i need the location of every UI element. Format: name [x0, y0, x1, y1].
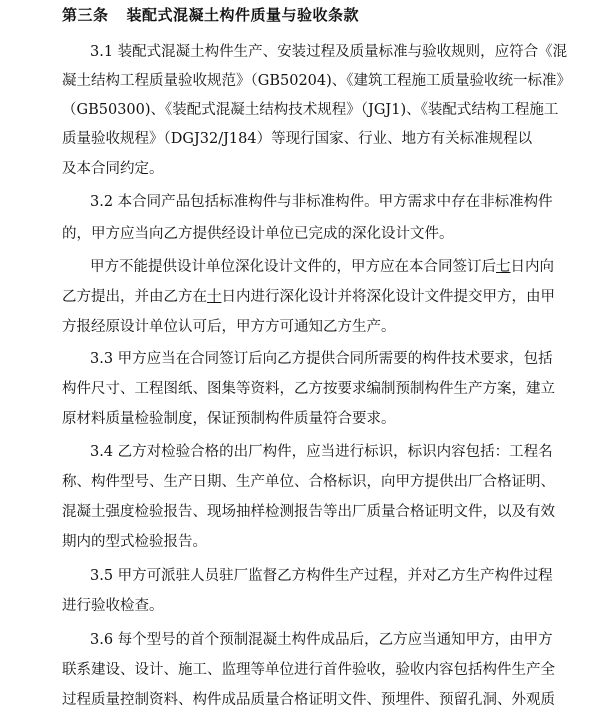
- paragraph-line: 称、构件型号、生产日期、生产单位、合格标识，向甲方提供出厂合格证明、: [62, 474, 555, 490]
- underlined-days: 十: [207, 289, 222, 305]
- paragraph-line: 凝土结构工程质量验收规范》（GB50204)、《建筑工程施工质量验收统一标准》: [62, 73, 572, 89]
- paragraph-line: 方报经原设计单位认可后，甲方方可通知乙方生产。: [62, 319, 396, 335]
- paragraph-line: 构件尺寸、工程图纸、图集等资料，乙方按要求编制预制构件生产方案，建立: [62, 381, 555, 397]
- paragraph-line: 联系建设、设计、施工、监理等单位进行首件验收，验收内容包括构件生产全: [62, 662, 555, 678]
- text-span: 日内向: [510, 259, 554, 275]
- paragraph-line: 3.2 本合同产品包括标准构件与非标准构件。甲方需求中存在非标准构件: [90, 194, 553, 210]
- paragraph-line: 3.6 每个型号的首个预制混凝土构件成品后，乙方应当通知甲方，由甲方: [90, 632, 553, 648]
- text-span: 日内进行深化设计并将深化设计文件提交甲方，由甲: [221, 289, 555, 305]
- paragraph-line: 3.1 装配式混凝土构件生产、安装过程及质量标准与验收规则，应符合《混: [90, 44, 568, 60]
- paragraph-line: [62, 287, 555, 307]
- paragraph-line: [90, 257, 554, 277]
- paragraph-line: 质量验收规程》（DGJ32/J184）等现行国家、行业、地方有关标准规程以: [62, 131, 533, 147]
- text-span: 甲方不能提供设计单位深化设计文件的，甲方应在本合同签订后: [90, 259, 496, 275]
- paragraph-line: （GB50300)、《装配式混凝土结构技术规程》（JGJ1)、《装配式结构工程施工: [62, 102, 559, 118]
- paragraph-line: 过程质量控制资料、构件成品质量合格证明文件、预埋件、预留孔洞、外观质: [62, 692, 555, 708]
- underlined-days: 七: [496, 259, 511, 275]
- paragraph-line: 3.3 甲方应当在合同签订后向乙方提供合同所需要的构件技术要求，包括: [90, 351, 553, 367]
- paragraph-line: 及本合同约定。: [62, 161, 164, 177]
- paragraph-line: 原材料质量检验制度，保证预制构件质量符合要求。: [62, 411, 396, 427]
- article-number: 第三条: [62, 6, 109, 24]
- text-span: 乙方提出，并由乙方在: [62, 289, 207, 305]
- paragraph-line: 的，甲方应当向乙方提供经设计单位已完成的深化设计文件。: [62, 226, 454, 242]
- article-title: 装配式混凝土构件质量与验收条款: [126, 6, 360, 24]
- paragraph-line: 期内的型式检验报告。: [62, 534, 207, 550]
- paragraph-line: 进行验收检查。: [62, 598, 164, 614]
- paragraph-line: 3.5 甲方可派驻人员驻厂监督乙方构件生产过程，并对乙方生产构件过程: [90, 568, 553, 584]
- article-heading: [62, 4, 359, 25]
- paragraph-line: 3.4 乙方对检验合格的出厂构件，应当进行标识，标识内容包括：工程名: [90, 444, 553, 460]
- paragraph-line: 混凝土强度检验报告、现场抽样检测报告等出厂质量合格证明文件，以及有效: [62, 504, 555, 520]
